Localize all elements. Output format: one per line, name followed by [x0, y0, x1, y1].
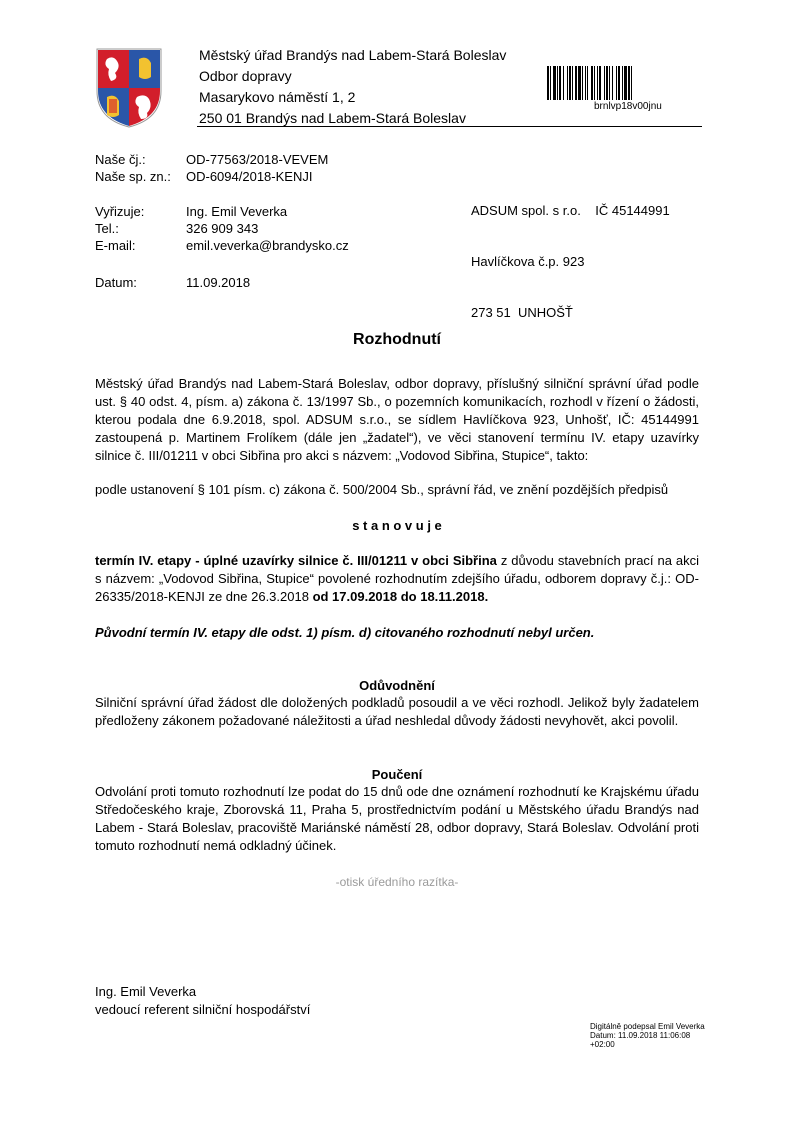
vyrizuje-label: Vyřizuje:: [95, 204, 145, 219]
decision-paragraph: [95, 552, 699, 606]
digital-signature-signer: Digitálně podepsal Emil Veverka: [590, 1022, 705, 1031]
office-department: Odbor dopravy: [199, 68, 292, 84]
justification-heading: Odůvodnění: [359, 678, 435, 693]
instruction-heading: Poučení: [371, 767, 423, 782]
office-city: 250 01 Brandýs nad Labem-Stará Boleslav: [199, 110, 466, 126]
instruction-text: Odvolání proti tomuto rozhodnutí lze podat do 15 dnů ode dne oznámení rozhodnutí ke Krajskému úřadu Středočeského kraje, Zborovská 11, Praha 5, prostřednictvím podání u Městského úřadu Brandýs nad Labem - Stará Boleslav, pracoviště Mariánské náměstí 28, odbor dopravy, Stará Boleslav. Odvolání proti tomuto rozhodnutí nemá odkladný účinek.: [95, 784, 699, 853]
signatory-name: Ing. Emil Veverka: [95, 984, 197, 999]
vyrizuje-value: Ing. Emil Veverka: [186, 204, 288, 219]
coat-of-arms-logo: [95, 47, 163, 129]
datum-label: Datum:: [95, 275, 137, 290]
office-address-block: [199, 45, 539, 129]
header-underline: [197, 126, 702, 127]
digital-signature-offset: +02:00: [590, 1040, 615, 1049]
recipient-line-2: Havlíčkova č.p. 923: [471, 254, 585, 269]
intro-paragraph: Městský úřad Brandýs nad Labem-Stará Boleslav, odbor dopravy, příslušný silniční správní úřad podle ust. § 40 odst. 4, písm. a) zákona č. 13/1997 Sb., o pozemních komunikacích, rozhodl v řízení o žádosti, kterou podala dne 6.9.2018, spol. ADSUM s.r.o., se sídlem Havlíčkova 923, Unhošť, IČ: 45144991 zastoupená p. Martinem Frolíkem (dále jen „žadatel“), ve věci stanovení termínu IV. etapy uzavírky silnice č. III/01211 v obci Sibřina pro akci s názvem: „Vodovod Sibřina, Stupice“, takto:: [95, 376, 699, 463]
stamp-placeholder: -otisk úředního razítka-: [335, 875, 459, 889]
email-value: emil.veverka@brandysko.cz: [186, 238, 349, 253]
justification-text: Silniční správní úřad žádost dle doložených podkladů posoudil a ve věci rozhodl. Jelikož byly žadatelem předloženy zákonem požadované náležitosti a úřad neshledal důvody žádosti nevyhovět, akci povolil.: [95, 695, 699, 728]
document-title: Rozhodnutí: [353, 331, 441, 348]
tel-value: 326 909 343: [186, 221, 259, 236]
spzn-label: Naše sp. zn.:: [95, 169, 171, 184]
tel-label: Tel.:: [95, 221, 119, 236]
legal-basis: podle ustanovení § 101 písm. c) zákona č. 500/2004 Sb., správní řád, ve znění pozdějších předpisů: [95, 482, 669, 497]
barcode: [546, 66, 700, 100]
decision-subject: termín IV. etapy - úplné uzavírky silnice č. III/01211 v obci Sibřina: [95, 553, 497, 568]
datum-value: 11.09.2018: [186, 275, 251, 290]
recipient-line-1: ADSUM spol. s r.o. IČ 45144991: [471, 203, 670, 218]
barcode-text: brnlvp18v00jnu: [594, 101, 662, 112]
office-name: Městský úřad Brandýs nad Labem-Stará Boleslav: [199, 47, 507, 63]
decision-details: z důvodu stavebních prací na akci s názvem: „Vodovod Sibřina, Stupice“ povolené rozhodnutím zdejšího úřadu, odborem dopravy č.j.: OD-26335/2018-KENJI ze dne 26.3.2018: [95, 553, 699, 604]
signatory-position: vedoucí referent silniční hospodářství: [95, 1002, 311, 1017]
recipient-line-3: 273 51 UNHOŠŤ: [471, 305, 573, 320]
digital-signature: [590, 1022, 770, 1049]
cj-label: Naše čj.:: [95, 152, 146, 167]
digital-signature-date: Datum: 11.09.2018 11:06:08: [590, 1031, 691, 1040]
original-term-note: Původní termín IV. etapy dle odst. 1) písm. d) citovaného rozhodnutí nebyl určen.: [95, 625, 595, 640]
decision-term: od 17.09.2018 do 18.11.2018.: [312, 589, 489, 604]
recipient-address: [471, 168, 670, 338]
email-label: E-mail:: [95, 238, 136, 253]
spzn-value: OD-6094/2018-KENJI: [186, 169, 313, 184]
cj-value: OD-77563/2018-VEVEM: [186, 152, 329, 167]
office-street: Masarykovo náměstí 1, 2: [199, 89, 356, 105]
decision-verb: s t a n o v u j e: [352, 518, 442, 533]
